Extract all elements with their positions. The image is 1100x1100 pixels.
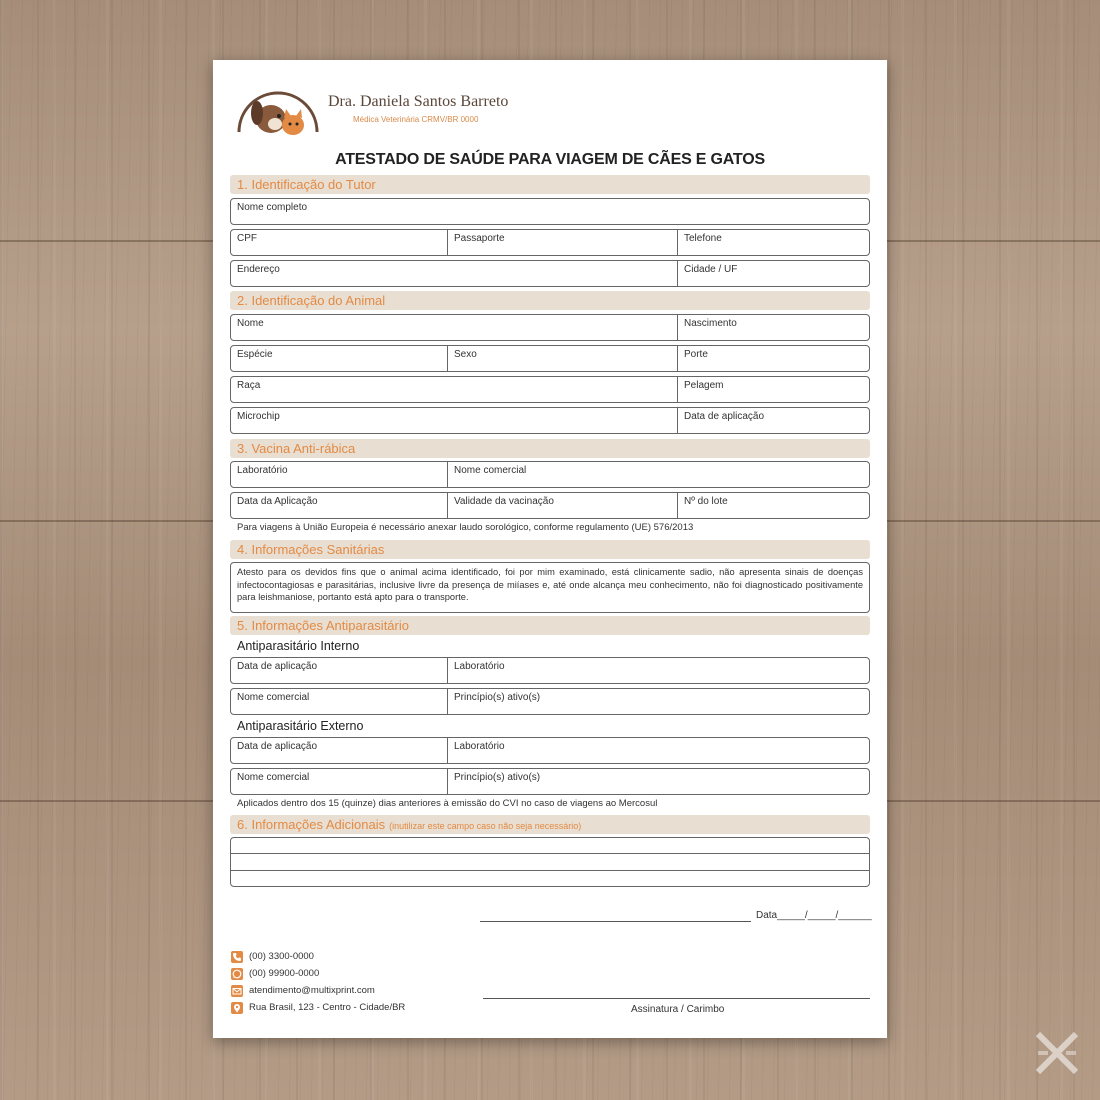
- external-active-ingredient-field[interactable]: [447, 769, 870, 794]
- field-label: Raça: [237, 380, 261, 391]
- passport-field[interactable]: [447, 230, 678, 255]
- eu-serology-note: Para viagens à União Europeia é necessário anexar laudo sorológico, conforme regulamento (UE) 576/2013: [237, 522, 694, 533]
- writing-line: [231, 853, 869, 854]
- field-label: Microchip: [237, 411, 280, 422]
- field-label: Pelagem: [684, 380, 724, 391]
- contact-text: (00) 99900-0000: [249, 968, 320, 979]
- field-label: Porte: [684, 349, 708, 360]
- animal-name-field[interactable]: [231, 315, 677, 340]
- section-header-animal: 2. Identificação do Animal: [230, 291, 870, 310]
- certificate-sheet: [213, 60, 887, 1038]
- section-header-tutor: 1. Identificação do Tutor: [230, 175, 870, 194]
- field-label: Nascimento: [684, 318, 737, 329]
- field-label: CPF: [237, 233, 257, 244]
- field-label: Data de aplicação: [237, 741, 318, 752]
- vaccine-name-field[interactable]: [447, 462, 870, 487]
- field-label: Nome: [237, 318, 264, 329]
- coat-field[interactable]: [677, 377, 870, 402]
- sanitary-statement: Atesto para os devidos fins que o animal acima identificado, foi por mim examinado, está clinicamente sadio, não apresenta sinais de doenças infectocontagiosas e parasitárias, inclusive livre da presença de miíases e, até onde alcança meu conhecimento, não foi diagnosticado positivamente para leishmaniose, portanto está apto para o transporte.: [230, 562, 870, 613]
- field-label: Laboratório: [454, 741, 505, 752]
- breed-field[interactable]: [231, 377, 677, 402]
- mercosul-note: Aplicados dentro dos 15 (quinze) dias anteriores à emissão do CVI no caso de viagens ao Mercosul: [237, 798, 658, 809]
- external-date-field[interactable]: [231, 738, 447, 763]
- field-row-tutor-docs: [230, 229, 870, 256]
- field-label: Nome comercial: [237, 772, 310, 783]
- vaccine-date-field[interactable]: [231, 493, 447, 518]
- signature-label: Assinatura / Carimbo: [631, 1004, 725, 1015]
- external-antiparasitic-heading: Antiparasitário Externo: [237, 719, 364, 733]
- internal-date-field[interactable]: [231, 658, 447, 683]
- contact-text: (00) 3300-0000: [249, 951, 314, 962]
- field-label: Passaporte: [454, 233, 505, 244]
- field-label: Validade da vacinação: [454, 496, 554, 507]
- section-header-sanitary: 4. Informações Sanitárias: [230, 540, 870, 559]
- field-label: Espécie: [237, 349, 273, 360]
- field-row-tutor-name: [230, 198, 870, 225]
- document-title: ATESTADO DE SAÚDE PARA VIAGEM DE CÃES E GATOS: [335, 151, 765, 168]
- field-label: Nome comercial: [454, 465, 527, 476]
- internal-lab-field[interactable]: [447, 658, 870, 683]
- field-row-external-date: [230, 737, 870, 764]
- field-row-vaccine-lab: [230, 461, 870, 488]
- veterinarian-name: Dra. Daniela Santos Barreto: [328, 93, 509, 110]
- field-label: Data de aplicação: [684, 411, 765, 422]
- whatsapp-icon: [231, 968, 243, 980]
- location-pin-icon: [231, 1002, 243, 1014]
- section-header-additional: 6. Informações Adicionais (inutilizar este campo caso não seja necessário): [230, 815, 870, 834]
- section-note: (inutilizar este campo caso não seja necessário): [389, 821, 582, 831]
- field-label: Endereço: [237, 264, 280, 275]
- field-label: Nome completo: [237, 202, 308, 213]
- vaccine-lab-field[interactable]: [231, 462, 447, 487]
- size-field[interactable]: [677, 346, 870, 371]
- external-lab-field[interactable]: [447, 738, 870, 763]
- internal-product-field[interactable]: [231, 689, 447, 714]
- sex-field[interactable]: [447, 346, 678, 371]
- cpf-field[interactable]: [231, 230, 447, 255]
- field-row-animal-microchip: [230, 407, 870, 434]
- additional-info-box[interactable]: [230, 837, 870, 887]
- field-label: Nome comercial: [237, 692, 310, 703]
- field-row-internal-product: [230, 688, 870, 715]
- phone-icon: [231, 951, 243, 963]
- date-field[interactable]: Data_____/_____/______: [756, 910, 872, 921]
- vaccine-lot-field[interactable]: [677, 493, 870, 518]
- birth-date-field[interactable]: [677, 315, 870, 340]
- tutor-name-field[interactable]: [231, 199, 869, 224]
- section-header-antiparasitic: 5. Informações Antiparasitário: [230, 616, 870, 635]
- brand-watermark-icon: [1034, 1030, 1080, 1076]
- field-label: Sexo: [454, 349, 477, 360]
- writing-line: [231, 870, 869, 871]
- external-product-field[interactable]: [231, 769, 447, 794]
- microchip-field[interactable]: [231, 408, 677, 433]
- date-line: [480, 921, 751, 922]
- field-row-animal-species: [230, 345, 870, 372]
- section-header-rabies-vaccine: 3. Vacina Anti-rábica: [230, 439, 870, 458]
- contact-text: Rua Brasil, 123 - Centro - Cidade/BR: [249, 1002, 406, 1013]
- vaccine-validity-field[interactable]: [447, 493, 678, 518]
- field-label: Princípio(s) ativo(s): [454, 772, 541, 783]
- dog-cat-logo-icon: [235, 82, 321, 138]
- field-row-animal-name: [230, 314, 870, 341]
- internal-antiparasitic-heading: Antiparasitário Interno: [237, 639, 360, 653]
- species-field[interactable]: [231, 346, 447, 371]
- field-label: Data da Aplicação: [237, 496, 318, 507]
- internal-active-ingredient-field[interactable]: [447, 689, 870, 714]
- address-field[interactable]: [231, 261, 677, 286]
- phone-field[interactable]: [677, 230, 870, 255]
- city-state-field[interactable]: [677, 261, 870, 286]
- field-label: Telefone: [684, 233, 722, 244]
- field-row-animal-breed: [230, 376, 870, 403]
- field-label: Princípio(s) ativo(s): [454, 692, 541, 703]
- field-label: Laboratório: [237, 465, 288, 476]
- field-row-external-product: [230, 768, 870, 795]
- field-row-tutor-address: [230, 260, 870, 287]
- field-label: Laboratório: [454, 661, 505, 672]
- veterinarian-registration: Médica Veterinária CRMV/BR 0000: [353, 115, 479, 124]
- field-row-internal-date: [230, 657, 870, 684]
- field-label: Nº do lote: [684, 496, 728, 507]
- field-label: Cidade / UF: [684, 264, 738, 275]
- field-label: Data de aplicação: [237, 661, 318, 672]
- contact-text: atendimento@multixprint.com: [249, 985, 375, 996]
- signature-line[interactable]: [483, 998, 870, 999]
- email-icon: [231, 985, 243, 997]
- field-row-vaccine-dates: [230, 492, 870, 519]
- microchip-date-field[interactable]: [677, 408, 870, 433]
